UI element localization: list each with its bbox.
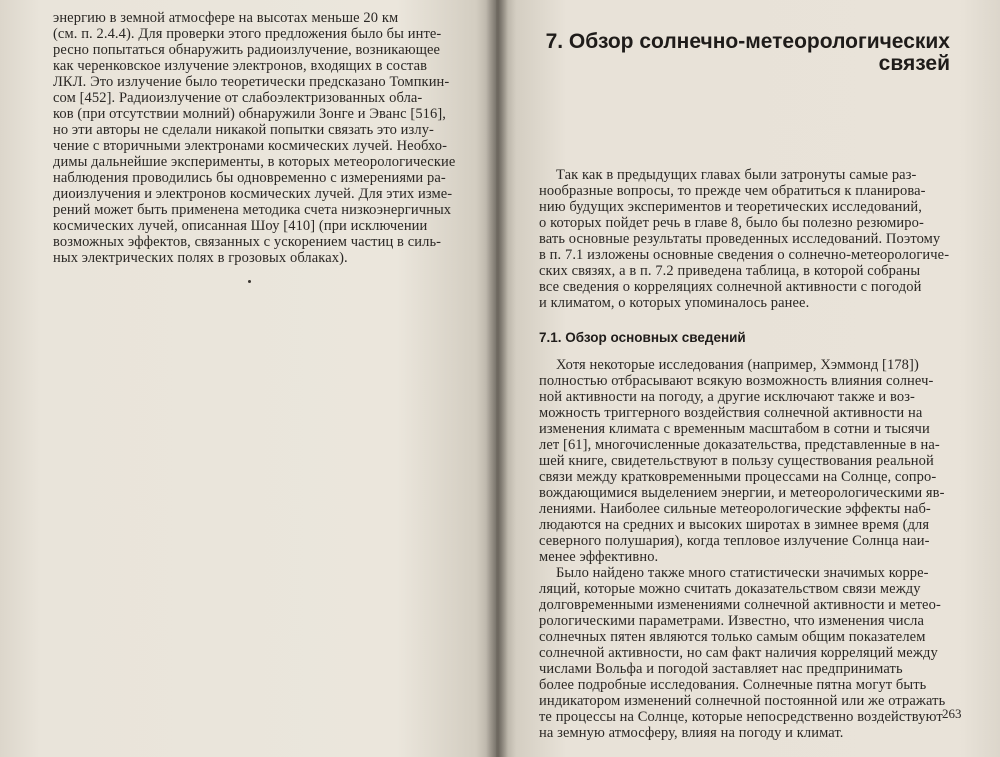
intro-line-8: все сведения о корреляциях солнечной активности с погодой (539, 279, 922, 295)
intro-line-5: вать основные результаты проведенных исследований. Поэтому (539, 231, 941, 247)
left-line-4: как черенковское излучение электронов, входящих в состав (53, 58, 428, 74)
body-line-14: Было найдено также много статистически значимых корре- (556, 565, 929, 581)
intro-line-2: нообразные вопросы, то прежде чем обратиться к планирова- (539, 183, 926, 199)
body-line-17: рологическими параметрами. Известно, что изменения числа (539, 613, 925, 629)
body-line-13: менее эффективно. (539, 549, 659, 565)
body-line-15: ляций, которые можно считать доказательством связи между (539, 581, 921, 597)
left-line-15: возможных эффектов, связанных с ускорением частиц в силь- (53, 234, 442, 250)
body-line-1: Хотя некоторые исследования (например, Хэммонд [178]) (556, 357, 919, 373)
body-line-5: изменения климата с временным масштабом в сотни и тысячи (539, 421, 930, 437)
left-line-3: ресно попытаться обнаружить радиоизлучение, возникающее (53, 42, 441, 58)
left-line-2: (см. п. 2.4.4). Для проверки этого предложения было бы инте- (53, 26, 442, 42)
intro-line-3: нию будущих экспериментов и теоретических исследований, (539, 199, 922, 215)
left-line-14: космических лучей, описанная Шоу [410] (при исключении (53, 218, 428, 234)
left-line-7: ков (при отсутствии молний) обнаружили Зонге и Эванс [516], (53, 106, 447, 122)
left-line-12: диоизлучения и электронов космических лучей. Для этих изме- (53, 186, 453, 202)
chapter-title-line-1: 7. Обзор солнечно-метеорологических (545, 30, 950, 53)
body-line-9: вождающимися выделением энергии, и метеорологическими яв- (539, 485, 945, 501)
body-line-20: числами Вольфа и погодой заставляет нас предпринимать (539, 661, 903, 677)
left-line-13: рений может быть применена методика счета низкоэнергичных (53, 202, 452, 218)
left-page (0, 0, 496, 757)
body-line-3: ной активности на погоду, а другие исключают также и воз- (539, 389, 915, 405)
paper-speck (248, 280, 251, 283)
body-line-11: людаются на средних и высоких широтах в зимнее время (для (539, 517, 930, 533)
chapter-title-line-2: связей (878, 52, 950, 75)
left-line-5: ЛКЛ. Это излучение было теоретически предсказано Томпкин- (53, 74, 450, 90)
page-number: 263 (942, 706, 962, 721)
body-line-19: солнечной активности, но сам факт наличия корреляций между (539, 645, 938, 661)
body-line-7: шей книге, свидетельствуют в пользу существования реальной (539, 453, 934, 469)
left-line-16: ных электрических полях в грозовых облаках). (53, 250, 348, 266)
left-line-11: наблюдения проводились бы одновременно с измерениями ра- (53, 170, 446, 186)
body-line-22: индикатором изменений солнечной постоянной или же отражать (539, 693, 946, 709)
body-line-16: долговременными изменениями солнечной активности и метео- (539, 597, 941, 613)
book-gutter (486, 0, 508, 757)
intro-line-1: Так как в предыдущих главах были затронуты самые раз- (556, 167, 917, 183)
body-line-21: более подробные исследования. Солнечные пятна могут быть (539, 677, 927, 693)
body-line-24: на земную атмосферу, влияя на погоду и климат. (539, 725, 844, 741)
section-heading: 7.1. Обзор основных сведений (539, 330, 746, 345)
left-line-1: энергию в земной атмосфере на высотах меньше 20 км (53, 10, 399, 26)
left-line-6: сом [452]. Радиоизлучение от слабоэлектризованных обла- (53, 90, 423, 106)
body-line-18: солнечных пятен являются только самым общим показателем (539, 629, 926, 645)
body-line-12: северного полушария), когда тепловое излучение Солнца наи- (539, 533, 930, 549)
body-line-6: лет [61], многочисленные доказательства, представленные в на- (539, 437, 940, 453)
intro-line-7: ских связях, а в п. 7.2 приведена таблица, в которой собраны (539, 263, 921, 279)
body-line-23: те процессы на Солнце, которые непосредственно воздействуют (539, 709, 943, 725)
body-line-2: полностью отбрасывают всякую возможность влияния солнеч- (539, 373, 934, 389)
intro-line-6: в п. 7.1 изложены основные сведения о солнечно-метеорологиче- (539, 247, 950, 263)
body-line-10: лениями. Наиболее сильные метеорологические эффекты наб- (539, 501, 931, 517)
body-line-4: можность триггерного воздействия солнечной активности на (539, 405, 923, 421)
intro-line-4: о которых пойдет речь в главе 8, было бы полезно резюмиро- (539, 215, 924, 231)
intro-line-9: и климатом, о которых упоминалось ранее. (539, 295, 810, 311)
right-page (496, 0, 1000, 757)
left-line-8: но эти авторы не сделали никакой попытки связать это излу- (53, 122, 434, 138)
left-line-10: димы дальнейшие эксперименты, в которых метеорологические (53, 154, 456, 170)
left-line-9: чение с вторичными электронами космических лучей. Необхо- (53, 138, 448, 154)
body-line-8: связи между кратковременными процессами на Солнце, сопро- (539, 469, 937, 485)
